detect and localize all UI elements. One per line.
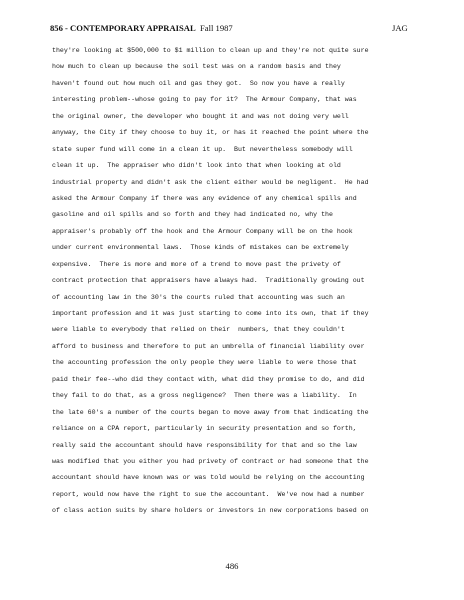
text-line: expensive. There is more and more of a trend to move past the privety of xyxy=(52,260,341,268)
text-line: report, would now have the right to sue the accountant. We've now had a number xyxy=(52,490,365,498)
text-line: anyway, the City if they choose to buy it, or has it reached the point where the xyxy=(52,129,369,137)
text-line: they're looking at $500,000 to $1 million to clean up and they're not quite sure xyxy=(52,47,369,54)
text-line: important profession and it was just starting to come into its own, that if they xyxy=(52,310,369,317)
text-line: of accounting law in the 30's the courts ruled that accounting was such an xyxy=(52,293,345,301)
text-line: of class action suits by share holders or investors in new corporations based on xyxy=(52,507,369,515)
journal-title: 856 - CONTEMPORARY APPRAISAL xyxy=(50,23,196,33)
text-line: gasoline and oil spills and so forth and they had indicated no, why the xyxy=(52,211,333,219)
text-line: under current environmental laws. Those kinds of mistakes can be extremely xyxy=(52,244,349,252)
body-text xyxy=(52,43,432,520)
running-header xyxy=(50,23,430,37)
text-line: interesting problem--whose going to pay for it? The Armour Company, that was xyxy=(52,96,357,104)
text-line: clean it up. The appraiser who didn't look into that when looking at old xyxy=(52,162,341,170)
text-line: appraiser's probably off the hook and the Armour Company will be on the hook xyxy=(52,227,353,235)
text-line: contract protection that appraisers have always had. Traditionally growing out xyxy=(52,277,365,285)
text-line: were liable to everybody that relied on their numbers, that they couldn't xyxy=(52,326,345,334)
text-line: the accounting profession the only people they were liable to were those that xyxy=(52,359,357,367)
text-line: paid their fee--who did they contact with, what did they promise to do, and did xyxy=(52,375,365,383)
text-line: was modified that you either you had privety of contract or had someone that the xyxy=(52,457,369,465)
text-line: state super fund will come in a clean it up. But nevertheless somebody will xyxy=(52,145,353,153)
text-line: the late 60's a number of the courts began to move away from that indicating the xyxy=(52,408,369,416)
text-line: the original owner, the developer who bought it and was not doing very well xyxy=(52,112,349,120)
page-number: 486 xyxy=(225,561,239,571)
text-line: asked the Armour Company if there was any evidence of any chemical spills and xyxy=(52,194,357,202)
text-line: accountant should have known was or was told would be relying on the accounting xyxy=(52,474,365,482)
text-line: they fail to do that, as a gross negligence? Then there was a liability. In xyxy=(52,392,357,400)
text-line: reliance on a CPA report, particularly in security presentation and so forth, xyxy=(52,425,357,433)
text-line: haven't found out how much oil and gas they got. So now you have a really xyxy=(52,79,345,87)
text-line: how much to clean up because the soil test was on a random basis and they xyxy=(52,63,341,71)
text-line: really said the accountant should have responsibility for that and so the law xyxy=(52,441,357,449)
text-line: afford to business and therefore to put an umbrella of financial liability over xyxy=(52,342,365,350)
issue-date: Fall 1987 xyxy=(200,23,233,33)
text-line: industrial property and didn't ask the client either would be negligent. He had xyxy=(52,178,369,186)
author-initials: JAG xyxy=(392,23,408,33)
